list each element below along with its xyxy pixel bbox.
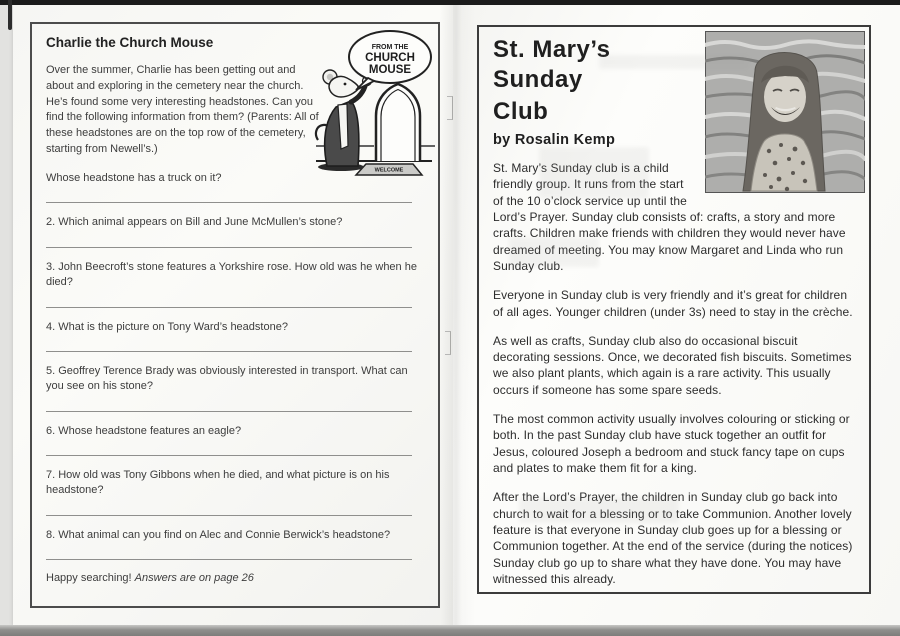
question-item: [46, 468, 424, 516]
church-arch-icon: [376, 84, 420, 161]
question-text: 7. How old was Tony Gibbons when he died, and what picture is on his headstone?: [46, 469, 390, 497]
church-mouse-cartoon: [314, 28, 436, 178]
left-page-footer: [46, 572, 424, 584]
article-paragraph: St. Mary’s Sunday club is a child friendly group. It runs from the start of the 10 o’clock service up until the Lord’s Prayer. Sunday club consists of: crafts, a story and more crafts. Children make friends with children they would never have dreamed of meeting. You may know Margaret and Linda who run Sunday club.: [493, 161, 846, 273]
show-through-ghost: [599, 55, 749, 69]
question-text: Whose headstone has a truck on it?: [46, 171, 222, 184]
svg-text:CHURCH: CHURCH: [365, 52, 415, 64]
svg-text:WELCOME: WELCOME: [374, 167, 404, 174]
left-page-title: Charlie the Church Mouse: [46, 35, 214, 50]
mouse-head: [329, 76, 359, 97]
answer-line: [46, 515, 412, 516]
answer-line: [46, 247, 412, 248]
article-paragraph: After the Lord’s Prayer, the children in Sunday club go back into church to wait for a blessing or to take Communion. Another lovely feature is that everyone in Sunday club goes up for a blessing or Communion together. At the end of the service (during the notices) Sunday club go up to share what they have done. You may have witnessed this already.: [493, 490, 853, 586]
show-through-ghost: [539, 147, 649, 199]
question-text: 6. Whose headstone features an eagle?: [46, 424, 242, 437]
article-paragraph: Everyone in Sunday club is very friendly and it’s great for children of all ages. Younger children (under 3s) need to stay in the crèche.: [493, 288, 853, 319]
answer-line: [46, 411, 412, 412]
show-through-ghost: [509, 237, 599, 267]
speech-bubble: [349, 31, 431, 90]
show-through-ghost: [519, 497, 679, 523]
answer-line: [46, 307, 412, 308]
svg-text:FROM THE: FROM THE: [371, 44, 409, 51]
question-item: [46, 528, 424, 560]
question-item: [46, 364, 424, 412]
intro-paragraph: Over the summer, Charlie has been getting out and about and exploring in the cemetery near the church. He’s found some very interesting headstones. Can you find the following information from them? (Parents: All of these headstones are on the top row of the cemetery, starting from Newell’s.): [46, 64, 319, 156]
mouse-eye: [344, 83, 347, 86]
question-item: [46, 260, 424, 308]
answer-line: [46, 455, 412, 456]
sunday-club-article-box: [477, 25, 871, 594]
page-gutter-shadow: [440, 4, 476, 626]
question-item: [46, 424, 424, 456]
answer-line: [46, 351, 412, 352]
scan-bottom-edge: [0, 625, 900, 636]
staple-mark: [447, 96, 453, 120]
footer-italic-text: Answers are on page 26: [134, 572, 254, 585]
church-mouse-article-box: [30, 22, 440, 608]
question-text: 5. Geoffrey Terence Brady was obviously interested in transport. What can you see on his stone?: [46, 364, 408, 393]
question-text: 8. What animal can you find on Alec and Connie Berwick’s headstone?: [46, 528, 391, 541]
svg-text:MOUSE: MOUSE: [368, 64, 412, 76]
welcome-mat: [356, 164, 422, 175]
answer-line: [46, 202, 412, 203]
scan-top-edge: [0, 0, 900, 5]
question-item: [46, 320, 424, 352]
question-text: 3. John Beecroft’s stone features a Yorkshire rose. How old was he when he died?: [46, 260, 417, 289]
question-item: [46, 215, 424, 247]
staple-mark: [445, 331, 451, 355]
article-title-line2: Club: [493, 98, 549, 125]
question-text: 4. What is the picture on Tony Ward’s headstone?: [46, 320, 288, 333]
question-text: 2. Which animal appears on Bill and June McMullen’s stone?: [46, 216, 343, 229]
binding-mark: [8, 0, 12, 30]
article-paragraph: As well as crafts, Sunday club also do occasional biscuit decorating sessions. Once, we decorated fish biscuits. Sometimes we also plant plants, which again is a rare activity. This usually occurs if someone has some spare seeds.: [493, 333, 852, 397]
footer-text: Happy searching!: [46, 572, 135, 585]
answer-line: [46, 559, 412, 560]
article-title-line1: St. Mary’s Sunday: [493, 36, 611, 93]
article-byline: by Rosalin Kemp: [493, 132, 616, 148]
article-paragraph: The most common activity usually involves colouring or sticking or both. In the past Sunday club have stuck together an outfit for Jesus, coloured Joseph a bedroom and stuck fancy tape on cups and plates to make them fit for a king.: [493, 412, 850, 475]
